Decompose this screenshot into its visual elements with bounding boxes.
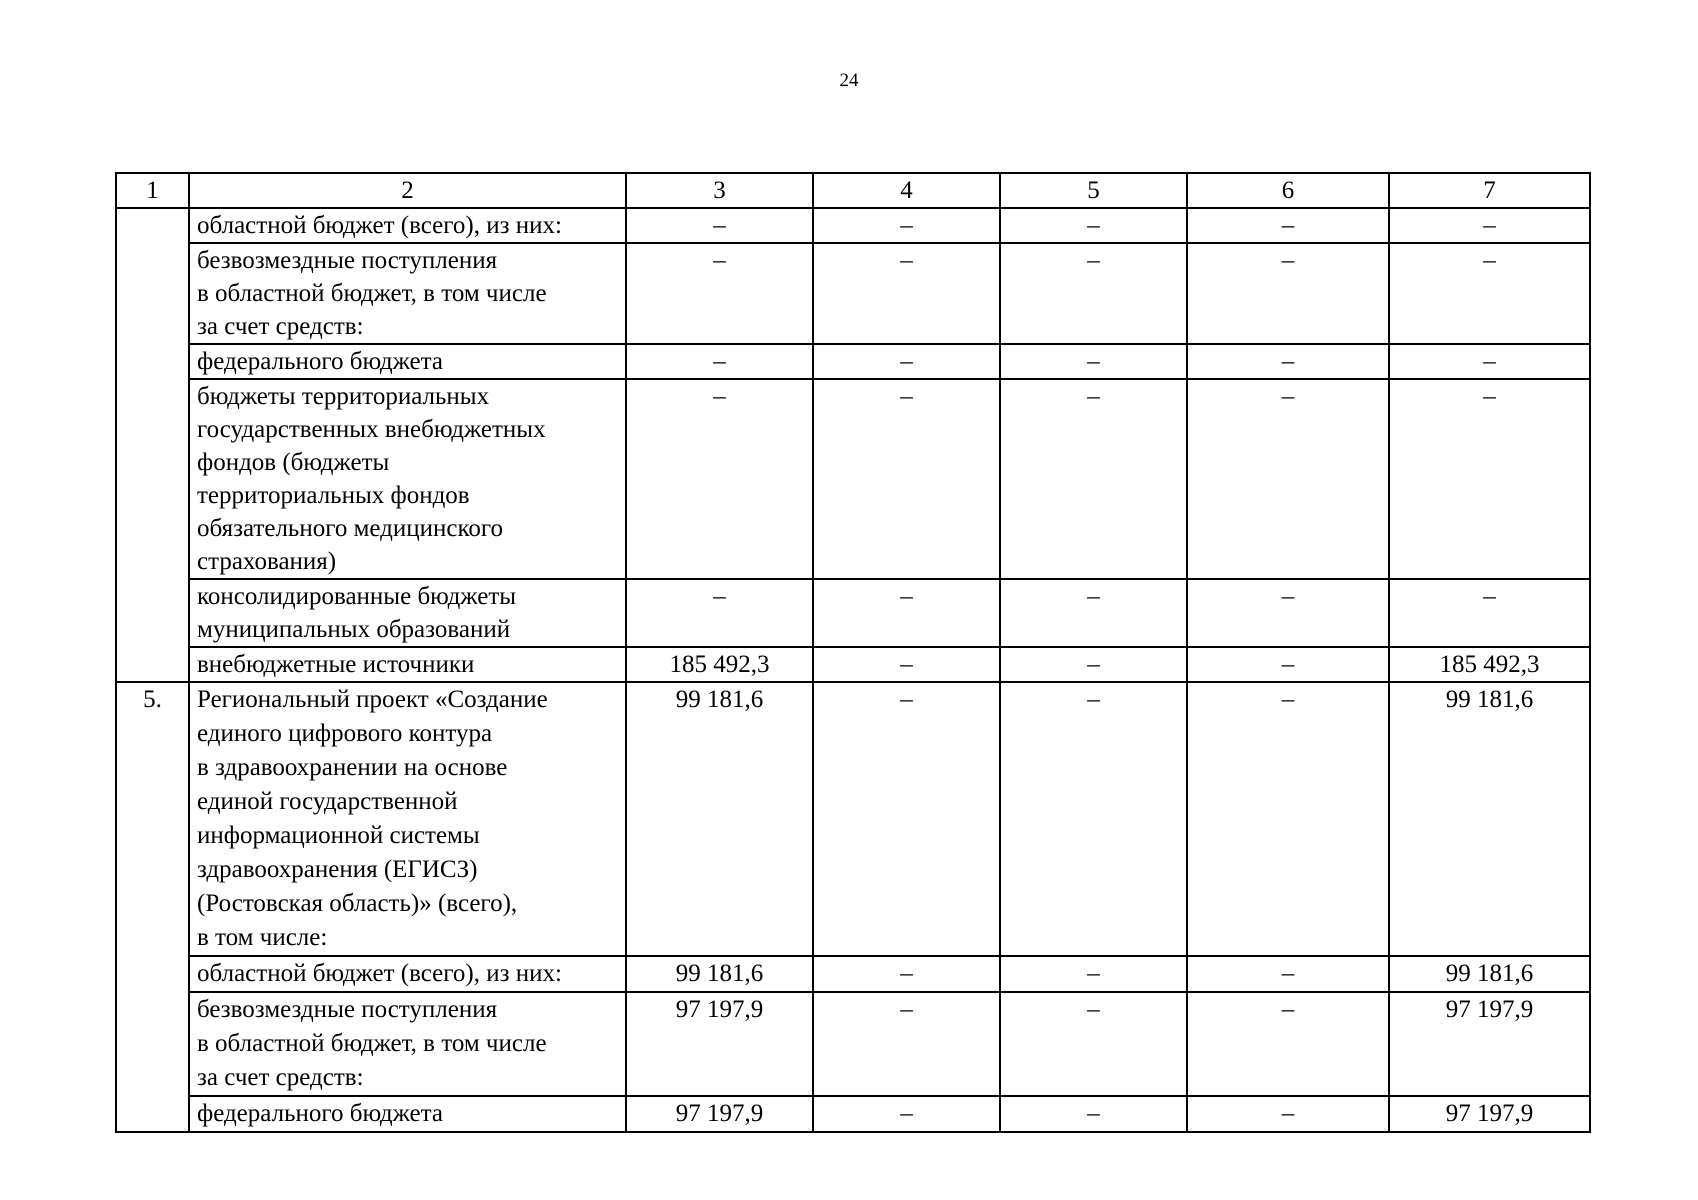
value-cell: 97 197,9 xyxy=(626,1096,813,1132)
value-cell: 99 181,6 xyxy=(626,682,813,956)
value-cell: – xyxy=(1000,344,1187,379)
value-cell: 99 181,6 xyxy=(1389,682,1590,956)
column-number-5: 5 xyxy=(1000,173,1187,208)
value-cell: – xyxy=(1389,579,1590,647)
value-cell: – xyxy=(813,992,1000,1096)
column-number-7: 7 xyxy=(1389,173,1590,208)
value-cell: – xyxy=(1187,243,1389,344)
table-row xyxy=(116,1096,1590,1132)
value-cell: 185 492,3 xyxy=(626,647,813,682)
value-cell: – xyxy=(813,243,1000,344)
value-cell: – xyxy=(1187,208,1389,243)
column-number-1: 1 xyxy=(116,173,189,208)
value-cell: – xyxy=(813,647,1000,682)
value-cell: – xyxy=(1389,344,1590,379)
value-cell: – xyxy=(1000,379,1187,579)
table-row xyxy=(116,379,1590,579)
value-cell: – xyxy=(1000,682,1187,956)
value-cell: – xyxy=(1000,579,1187,647)
value-cell: 99 181,6 xyxy=(626,956,813,992)
value-cell: – xyxy=(813,682,1000,956)
page-number: 24 xyxy=(839,70,859,91)
budget-table xyxy=(115,172,1591,1133)
value-cell: – xyxy=(1187,1096,1389,1132)
value-cell: – xyxy=(1389,208,1590,243)
row-label: федерального бюджета xyxy=(189,344,626,379)
row-label: областной бюджет (всего), из них: xyxy=(189,208,626,243)
value-cell: – xyxy=(1000,1096,1187,1132)
table-row xyxy=(116,682,1590,956)
table-row xyxy=(116,579,1590,647)
row-label: бюджеты территориальных государственных внебюджетных фондов (бюджеты территориальных фондов обязательного медицинского страхования) xyxy=(189,379,626,579)
row-label: безвозмездные поступления в областной бюджет, в том числе за счет средств: xyxy=(189,992,626,1096)
value-cell: – xyxy=(626,243,813,344)
row-label: внебюджетные источники xyxy=(189,647,626,682)
value-cell: – xyxy=(813,208,1000,243)
table-row xyxy=(116,647,1590,682)
table-row xyxy=(116,243,1590,344)
row-number-cell: 5. xyxy=(116,682,189,1132)
value-cell: – xyxy=(1000,956,1187,992)
value-cell: – xyxy=(1187,344,1389,379)
value-cell: 97 197,9 xyxy=(1389,992,1590,1096)
value-cell: – xyxy=(1187,647,1389,682)
value-cell: – xyxy=(1187,956,1389,992)
column-number-4: 4 xyxy=(813,173,1000,208)
value-cell: – xyxy=(626,344,813,379)
value-cell: – xyxy=(1389,379,1590,579)
table-row xyxy=(116,344,1590,379)
table-row xyxy=(116,956,1590,992)
value-cell: – xyxy=(813,379,1000,579)
value-cell: 97 197,9 xyxy=(626,992,813,1096)
value-cell: – xyxy=(813,579,1000,647)
value-cell: – xyxy=(1000,647,1187,682)
value-cell: – xyxy=(626,379,813,579)
value-cell: – xyxy=(1000,208,1187,243)
value-cell: – xyxy=(1389,243,1590,344)
value-cell: – xyxy=(1000,243,1187,344)
column-number-6: 6 xyxy=(1187,173,1389,208)
row-label: консолидированные бюджеты муниципальных образований xyxy=(189,579,626,647)
row-label: федерального бюджета xyxy=(189,1096,626,1132)
row-label: Региональный проект «Создание единого цифрового контура в здравоохранении на основе единой государственной информационной системы здравоохранения (ЕГИСЗ) (Ростовская область)» (всего), в том числе: xyxy=(189,682,626,956)
table-row xyxy=(116,208,1590,243)
value-cell: – xyxy=(813,1096,1000,1132)
value-cell: – xyxy=(626,579,813,647)
value-cell: – xyxy=(813,344,1000,379)
column-number-2: 2 xyxy=(189,173,626,208)
value-cell: – xyxy=(813,956,1000,992)
row-label: безвозмездные поступления в областной бюджет, в том числе за счет средств: xyxy=(189,243,626,344)
table-header-row xyxy=(116,173,1590,208)
value-cell: 99 181,6 xyxy=(1389,956,1590,992)
value-cell: 185 492,3 xyxy=(1389,647,1590,682)
value-cell: – xyxy=(1000,992,1187,1096)
value-cell: 97 197,9 xyxy=(1389,1096,1590,1132)
value-cell: – xyxy=(626,208,813,243)
value-cell: – xyxy=(1187,379,1389,579)
value-cell: – xyxy=(1187,992,1389,1096)
row-number-cell xyxy=(116,208,189,682)
column-number-3: 3 xyxy=(626,173,813,208)
value-cell: – xyxy=(1187,579,1389,647)
value-cell: – xyxy=(1187,682,1389,956)
row-label: областной бюджет (всего), из них: xyxy=(189,956,626,992)
table-row xyxy=(116,992,1590,1096)
